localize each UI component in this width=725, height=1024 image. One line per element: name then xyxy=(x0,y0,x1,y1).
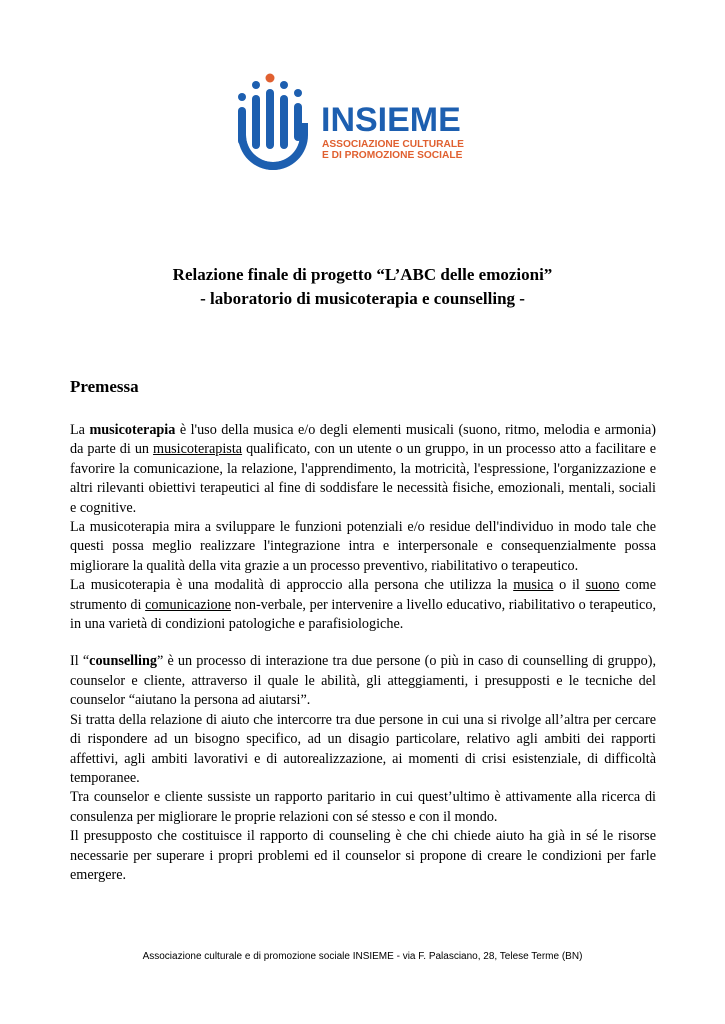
text-run: non-verbale, per intervenire a livello educativo, riabilitativo o terapeutico, in una varietà di condizioni patologiche e parafisiologiche. xyxy=(70,596,656,633)
text-run: è l'uso della musica e/o degli elementi musicali (suono, ritmo, melodia e armonia) da parte di un xyxy=(70,422,656,458)
text-run: Il “ xyxy=(70,653,90,670)
text-run: ” è un processo di interazione tra due persone (o più in caso di counselling di gruppo), counselor e cliente, attraverso il quale le abilità, gli atteggiamenti, i presupposti e le tecniche del counselor “aiutano la persona ad aiutarsi”. xyxy=(70,653,657,709)
paragraph-counselling-relation: Si tratta della relazione di aiuto che intercorre tra due persone in cui una si rivolge all’altra per cercare di rispondere ad un bisogno specifico, ad un disagio particolare, relativo agli ambiti dei rapporti affettivi, agli ambiti lavorativi e di autorealizzazione, ai momenti di crisi esistenziale, di difficoltà temporanee. xyxy=(70,711,656,786)
document-title xyxy=(0,263,725,311)
body-text xyxy=(70,421,656,885)
text-run: La musicoterapia è una modalità di approccio alla persona che utilizza la xyxy=(70,577,514,594)
text-run: o il xyxy=(553,577,586,594)
underlined-term: suono xyxy=(585,577,620,594)
text-run: come strumento di xyxy=(70,577,656,613)
hand-logo-icon xyxy=(234,73,314,178)
text-run: La xyxy=(70,422,90,438)
paragraph-counselling-definition xyxy=(70,652,656,710)
underlined-term: musica xyxy=(513,577,554,594)
logo-subtitle xyxy=(322,139,464,161)
paragraph-counselling-parity: Tra counselor e cliente sussiste un rapporto paritario in cui quest’ultimo è attivamente alla ricerca di consulenza per migliorare le proprie relazioni con sé stesso e con il mondo. xyxy=(70,789,656,825)
logo-name: INSIEME xyxy=(321,101,461,139)
underlined-term: musicoterapista xyxy=(153,441,243,458)
bold-term: musicoterapia xyxy=(89,422,176,438)
title-line1: Relazione finale di progetto “L’ABC delle emozioni” xyxy=(172,265,553,284)
bold-term: counselling xyxy=(89,653,157,670)
title-line2: - laboratorio di musicoterapia e counselling - xyxy=(200,289,525,308)
section-heading: Premessa xyxy=(70,377,139,396)
text-run: qualificato, con un utente o un gruppo, in un processo atto a facilitare e favorire la comunicazione, la relazione, l'apprendimento, la motricità, l'espressione, l'organizzazione e altri rilevanti obiettivi terapeutici al fine di soddisfare le necessità fisiche, emozionali, mentali, sociali e cognitive. xyxy=(70,441,656,516)
paragraph-musicoterapia-approach xyxy=(70,576,656,634)
underlined-term: comunicazione xyxy=(145,596,231,613)
paragraph-musicoterapia-definition xyxy=(70,421,656,518)
paragraph-musicoterapia-aims: La musicoterapia mira a sviluppare le funzioni potenziali e/o residue dell'individuo in modo tale che questi possa meglio realizzare l'integrazione intra e interpersonale e consequenzialmente possa migliorare la qualità della vita grazie a un processo preventivo, riabilitativo o terapeutico. xyxy=(70,519,656,574)
logo-subtitle-line1: ASSOCIAZIONE CULTURALE xyxy=(322,139,464,150)
logo xyxy=(234,73,484,178)
page-footer: Associazione culturale e di promozione sociale INSIEME - via F. Palasciano, 28, Telese Terme (BN) xyxy=(142,951,583,962)
paragraph-counselling-premise: Il presupposto che costituisce il rapporto di counseling è che chi chiede aiuto ha già in sé le risorse necessarie per superare i propri problemi ed il counselor si propone di creare le condizioni per farle emergere. xyxy=(70,828,656,883)
logo-subtitle-line2: E DI PROMOZIONE SOCIALE xyxy=(322,150,463,161)
